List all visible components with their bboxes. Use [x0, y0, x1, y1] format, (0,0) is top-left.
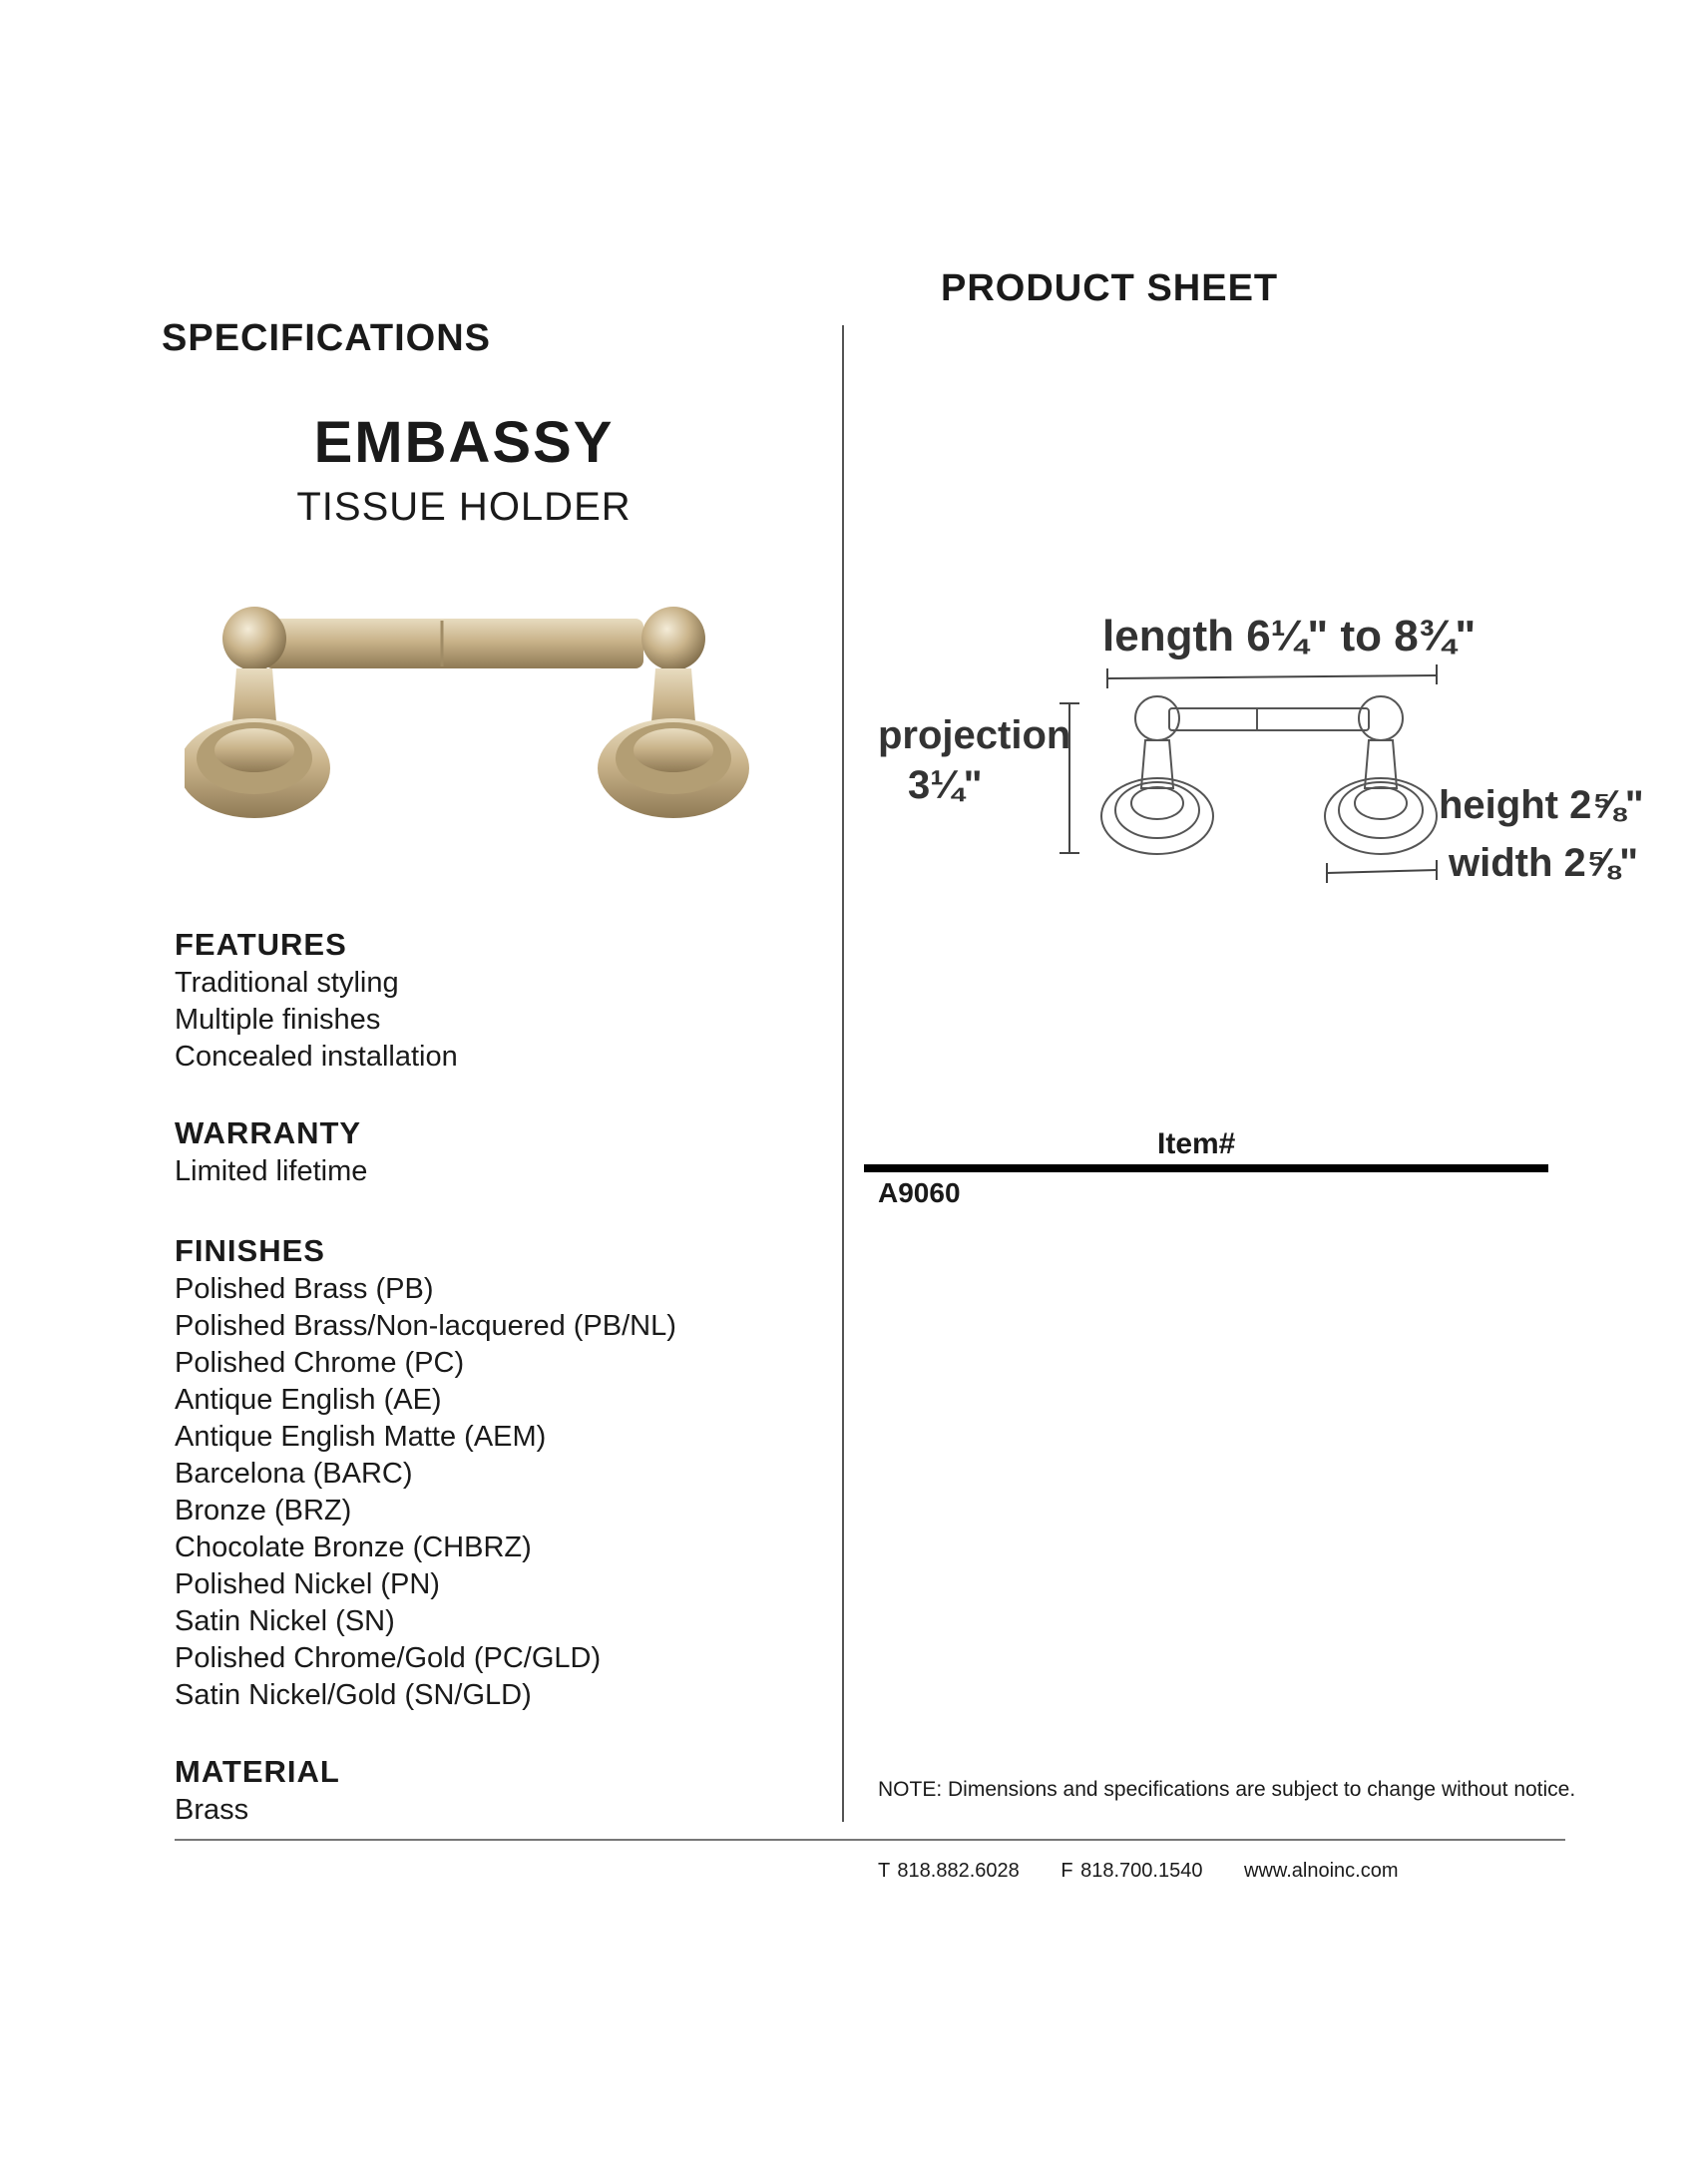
product-name: EMBASSY — [313, 410, 615, 475]
finish-item: Bronze (BRZ) — [175, 1495, 352, 1527]
finish-item: Antique English (AE) — [175, 1384, 442, 1416]
specifications-title: SPECIFICATIONS — [162, 317, 491, 359]
warranty-section — [175, 1114, 367, 1190]
item-rule — [864, 1164, 1548, 1172]
change-notice: NOTE: Dimensions and specifications are subject to change without notice. — [878, 1778, 1576, 1801]
product-type: TISSUE HOLDER — [296, 485, 632, 529]
feature-item: Traditional styling — [175, 967, 399, 999]
finish-item: Chocolate Bronze (CHBRZ) — [175, 1531, 532, 1563]
warranty-item: Limited lifetime — [175, 1155, 368, 1187]
item-heading: Item# — [1157, 1127, 1236, 1160]
finish-item: Polished Chrome/Gold (PC/GLD) — [175, 1642, 602, 1674]
material-heading: MATERIAL — [175, 1754, 340, 1789]
finish-item: Satin Nickel (SN) — [175, 1605, 395, 1637]
length-label: length 6¼" to 8¾" — [1102, 612, 1477, 660]
fax-number: F 818.700.1540 — [1060, 1860, 1203, 1882]
material-item: Brass — [175, 1794, 249, 1826]
finish-item: Polished Brass/Non-lacquered (PB/NL) — [175, 1310, 676, 1342]
product-sheet-title: PRODUCT SHEET — [941, 267, 1279, 309]
column-divider — [842, 325, 844, 1822]
footer-divider — [175, 1839, 1565, 1841]
finish-item: Barcelona (BARC) — [175, 1458, 413, 1490]
height-label: height 2⅝" — [1439, 783, 1644, 827]
product-photo — [185, 599, 753, 838]
finishes-heading: FINISHES — [175, 1233, 325, 1268]
finish-item: Satin Nickel/Gold (SN/GLD) — [175, 1679, 532, 1711]
phone-number: T 818.882.6028 — [878, 1860, 1020, 1882]
finish-item: Polished Chrome (PC) — [175, 1347, 465, 1379]
projection-label: projection — [878, 713, 1071, 757]
finish-item: Antique English Matte (AEM) — [175, 1421, 547, 1453]
website-link[interactable]: www.alnoinc.com — [1244, 1860, 1399, 1882]
warranty-heading: WARRANTY — [175, 1115, 362, 1150]
width-label: width 2⅝" — [1449, 841, 1639, 885]
finish-item: Polished Nickel (PN) — [175, 1568, 440, 1600]
features-section — [175, 926, 458, 1076]
features-heading: FEATURES — [175, 927, 347, 962]
finishes-section — [175, 1232, 676, 1714]
feature-item: Concealed installation — [175, 1041, 458, 1073]
finish-item: Polished Brass (PB) — [175, 1273, 434, 1305]
contact-footer — [878, 1860, 1433, 1883]
projection-value: 3¼" — [908, 763, 983, 807]
item-number: A9060 — [878, 1177, 961, 1208]
dimension-diagram — [868, 599, 1646, 918]
feature-item: Multiple finishes — [175, 1004, 381, 1036]
material-section — [175, 1753, 340, 1829]
